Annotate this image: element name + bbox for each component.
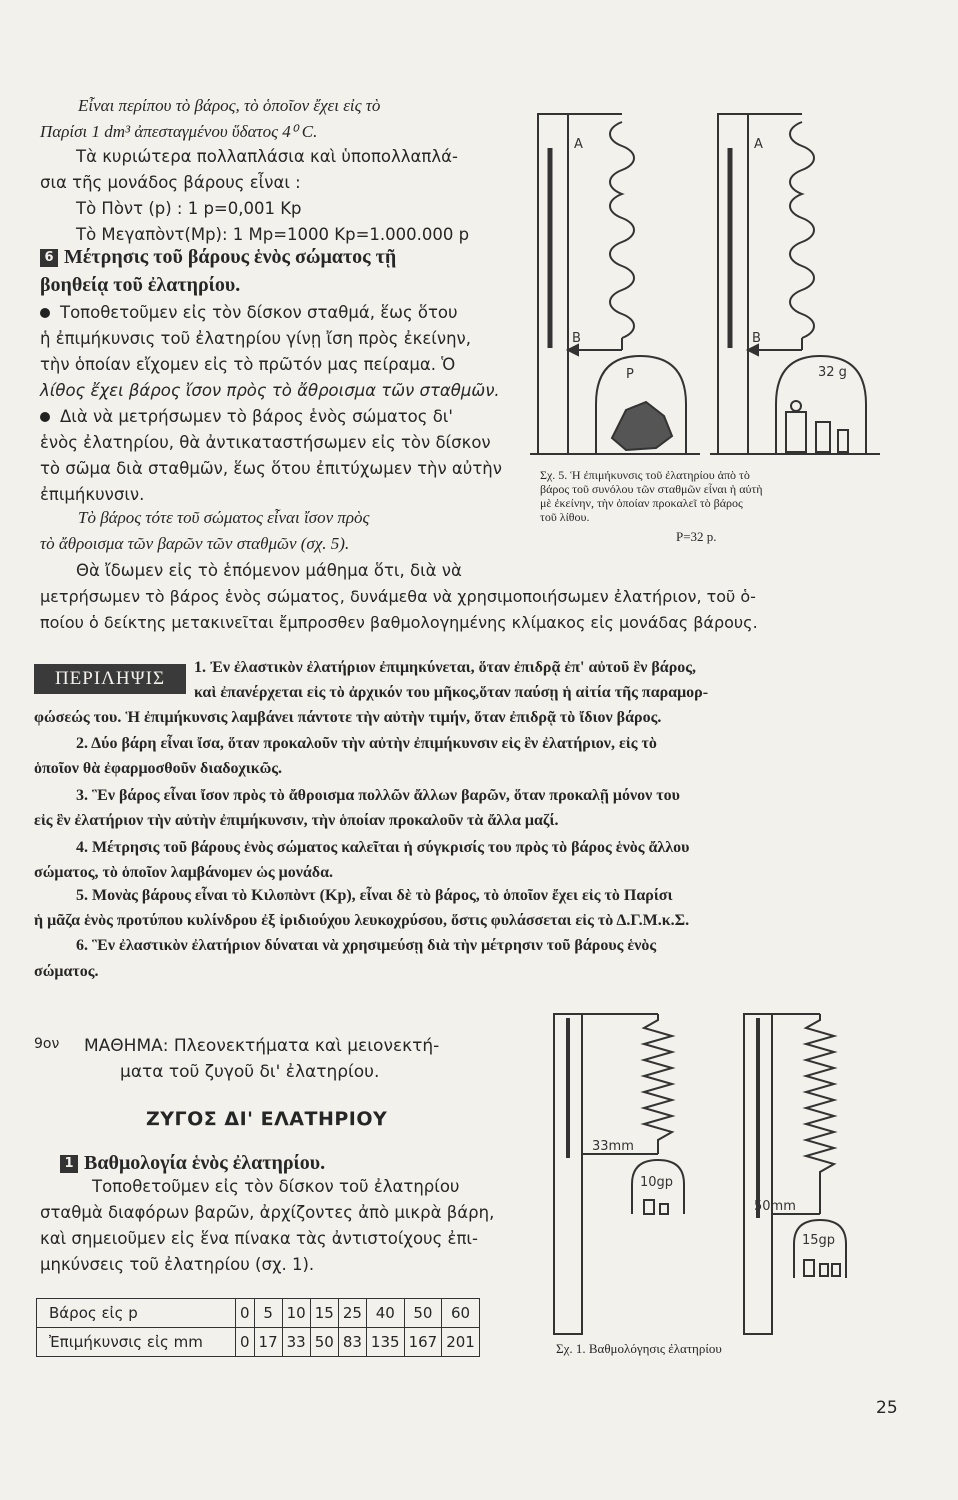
fig5-stone — [612, 402, 672, 450]
bullet-2-text: Διὰ νὰ μετρήσωμεν τὸ βάρος ἑνὸς σώματος δι' — [60, 407, 453, 426]
summary-item-2-line-1: 2. Δύο βάρη εἶναι ἴσα, ὅταν προκαλοῦν τὴν αὐτὴν ἐπιμήκυνσιν εἰς ἓν ἐλατήριον, εἰς τὸ — [76, 735, 657, 752]
fig5-label-p: P — [626, 367, 634, 382]
summary-item-1-line-2: καὶ ἐπανέρχεται εἰς τὸ ἀρχικόν του μῆκος,ὅταν παύσῃ ἡ αἰτία τῆς παραμορ- — [194, 684, 709, 701]
table-row2-label: Ἐπιμήκυνσις εἰς mm — [37, 1328, 236, 1357]
next-line-1: Θὰ ἴδωμεν εἰς τὸ ἑπόμενον μάθημα ὅτι, διὰ νὰ — [76, 561, 462, 580]
multiples-line-2: σια τῆς μονάδος βάρους εἶναι : — [40, 173, 301, 192]
fig1-label-10gp: 10gp — [640, 1175, 674, 1190]
lesson-9-number: 9ον — [34, 1036, 60, 1052]
fig1-left-weight-1 — [644, 1200, 654, 1214]
multiples-line-1: Τὰ κυριώτερα πολλαπλάσια καὶ ὑποπολλαπλά- — [76, 147, 458, 166]
next-line-2: μετρήσωμεν τὸ βάρος ἑνὸς σώματος, δυνάμεθα νὰ χρησιμοποιήσωμεν ἐλατήριον, τοῦ ὁ- — [40, 587, 756, 606]
summary-item-6-line-2: σώματος. — [34, 963, 99, 980]
page-number: 25 — [876, 1398, 898, 1418]
fig1-right-weight-2 — [820, 1264, 828, 1276]
table-cell: 60 — [442, 1299, 480, 1328]
bullet-1-line-3: τὴν ὁποίαν εἴχομεν εἰς τὸ πρῶτόν μας πείραμα. Ὁ — [40, 355, 456, 374]
table-cell: 83 — [338, 1328, 366, 1357]
fig5-label-a-left: A — [574, 137, 583, 152]
fig1-right-spring — [806, 1014, 834, 1214]
section-1-title — [60, 1152, 325, 1175]
fig5-right-scale — [710, 114, 880, 454]
bullet-1-line-4: λίθος ἔχει βάρος ἴσον πρὸς τὸ ἄθροισμα τῶν σταθμῶν. — [40, 381, 500, 400]
lesson-text-line-1: Τοποθετοῦμεν εἰς τὸν δίσκον τοῦ ἐλατηρίου — [92, 1177, 460, 1196]
fig5-weight-knob — [791, 401, 801, 411]
calibration-table — [36, 1298, 480, 1357]
summary-item-1-line-1: 1. Ἐν ἐλαστικὸν ἐλατήριον ἐπιμηκύνεται, ὅταν ἐπιδρᾷ ἐπ' αὐτοῦ ἓν βάρος, — [194, 659, 697, 676]
section-1-badge: 1 — [60, 1155, 78, 1173]
lesson-9-heading: ΖΥΓΟΣ ΔΙ' ΕΛΑΤΗΡΙΟΥ — [146, 1108, 388, 1130]
fig5-label-b-right: B — [752, 331, 761, 346]
megapond-definition: Τὸ Μεγαπὸντ(Mp): 1 Mp=1000 Kp=1.000.000 p — [76, 225, 470, 244]
table-cell: 50 — [310, 1328, 338, 1357]
rule-line-2: τὸ ἄθροισμα τῶν βαρῶν τῶν σταθμῶν (σχ. 5). — [40, 534, 350, 553]
fig5-right-spring — [790, 122, 814, 338]
next-line-3: ποίου ὁ δείκτης μετακινεῖται ἔμπροσθεν βαθμολογημένης κλίμακος εἰς μονάδας βάρους. — [40, 613, 758, 632]
lesson-text-line-3: καὶ σημειοῦμεν εἰς ἕνα πίνακα τὰς ἀντιστοίχους ἐπι- — [40, 1229, 478, 1248]
fig1-right-weight-1 — [804, 1260, 814, 1276]
figure-1 — [548, 1008, 898, 1336]
fig5-left-scale — [530, 114, 700, 454]
table-row-extensions — [37, 1328, 480, 1357]
bullet-2-line-4: ἐπιμήκυνσιν. — [40, 485, 145, 504]
section-6-title-line-1: Μέτρησις τοῦ βάρους ἑνὸς σώματος τῇ — [64, 246, 397, 268]
fig5-formula: P=32 p. — [676, 529, 717, 544]
table-cell: 0 — [236, 1328, 255, 1357]
fig5-label-weight: 32 g — [818, 365, 847, 380]
fig5-weight-medium — [816, 422, 830, 452]
table-cell: 167 — [404, 1328, 442, 1357]
lesson-text-line-4: μηκύνσεις τοῦ ἐλατηρίου (σχ. 1). — [40, 1255, 315, 1274]
fig5-left-spring — [610, 122, 634, 338]
table-cell: 0 — [236, 1299, 255, 1328]
bullet-1-text: Τοποθετοῦμεν εἰς τὸν δίσκον σταθμά, ἕως ὅτου — [60, 303, 458, 322]
summary-item-3-line-1: 3. Ἓν βάρος εἶναι ἴσον πρὸς τὸ ἄθροισμα πολλῶν ἄλλων βαρῶν, ὅταν προκαλῇ μόνον του — [76, 787, 680, 804]
fig5-weight-small — [838, 430, 848, 452]
fig1-right-weight-3 — [832, 1264, 840, 1276]
fig1-label-15gp: 15gp — [802, 1233, 836, 1248]
fig5-caption-line-1: Σχ. 5. Ἡ ἐπιμήκυνσις τοῦ ἐλατηρίου ἀπὸ τὸ — [540, 468, 750, 482]
fig5-caption-line-4: τοῦ λίθου. — [540, 510, 590, 524]
fig5-left-arrow — [568, 345, 578, 355]
bullet-2-line-2: ἑνὸς ἐλατηρίου, θὰ ἀντικαταστήσωμεν εἰς τὸν δίσκον — [40, 433, 491, 452]
fig1-left-spring — [644, 1014, 672, 1154]
section-6-title-line-2: βοηθείᾳ τοῦ ἐλατηρίου. — [40, 274, 241, 296]
table-cell: 15 — [310, 1299, 338, 1328]
fig5-caption-line-3: μὲ ἐκείνην, τὴν ὁποίαν προκαλεῖ τὸ βάρος — [540, 496, 743, 510]
table-cell: 135 — [366, 1328, 404, 1357]
table-cell: 5 — [254, 1299, 282, 1328]
fig5-right-ruler — [718, 114, 748, 454]
intro-line-1: Εἶναι περίπου τὸ βάρος, τὸ ὁποῖον ἔχει εἰς τὸ — [78, 96, 381, 115]
fig1-label-33mm: 33mm — [592, 1139, 634, 1154]
table-cell: 40 — [366, 1299, 404, 1328]
fig5-label-a-right: A — [754, 137, 763, 152]
lesson-text-line-2: σταθμὰ διαφόρων βαρῶν, ἀρχίζοντες ἀπὸ μικρὰ βάρη, — [40, 1203, 495, 1222]
intro-line-2: Παρίσι 1 dm³ ἀπεσταγμένου ὕδατος 4⁰ C. — [40, 122, 318, 141]
summary-badge: ΠΕΡΙΛΗΨΙΣ — [34, 664, 186, 694]
table-cell: 33 — [282, 1328, 310, 1357]
lesson-9-title-line-2: ματα τοῦ ζυγοῦ δι' ἐλατηρίου. — [120, 1062, 380, 1082]
bullet-icon — [40, 308, 50, 318]
pond-definition: Τὸ Πὸντ (p) : 1 p=0,001 Kp — [76, 199, 302, 218]
table-row-weights — [37, 1299, 480, 1328]
bullet-1-line-1 — [40, 300, 458, 326]
summary-item-1-line-3: φώσεώς του. Ἡ ἐπιμήκυνσις λαμβάνει πάντοτε τὴν αὐτὴν τιμήν, ὅταν ἐπιδρᾷ τὸ ἴδιον βάρος. — [34, 709, 662, 726]
fig1-label-50mm: 50mm — [754, 1199, 796, 1214]
summary-item-5-line-2: ἡ μᾶζα ἑνὸς προτύπου κυλίνδρου ἐξ ἰριδιούχου λευκοχρύσου, ὅστις φυλάσσεται εἰς τὸ Δ.Γ.Μ.κ.Σ. — [34, 912, 690, 929]
fig5-caption-line-2: βάρος τοῦ συνόλου τῶν σταθμῶν εἶναι ἡ αὐτὴ — [540, 482, 763, 496]
table-cell: 17 — [254, 1328, 282, 1357]
fig5-label-b-left: B — [572, 331, 581, 346]
rule-line-1: Τὸ βάρος τότε τοῦ σώματος εἶναι ἴσον πρὸς — [78, 508, 370, 527]
fig1-caption: Σχ. 1. Βαθμολόγησις ἐλατηρίου — [556, 1341, 722, 1356]
lesson-9-title-line-1: ΜΑΘΗΜΑ: Πλεονεκτήματα καὶ μειονεκτή- — [84, 1036, 440, 1056]
bullet-icon — [40, 412, 50, 422]
summary-item-4-line-1: 4. Μέτρησις τοῦ βάρους ἑνὸς σώματος καλεῖται ἡ σύγκρισίς του πρὸς τὸ βάρος ἑνὸς ἄλλου — [76, 839, 690, 856]
bullet-2-line-3: τὸ σῶμα διὰ σταθμῶν, ἕως ὅτου ἐπιτύχωμεν τὴν αὐτὴν — [40, 459, 502, 478]
table-cell: 201 — [442, 1328, 480, 1357]
fig5-left-ruler — [538, 114, 568, 454]
summary-item-5-line-1: 5. Μονὰς βάρους εἶναι τὸ Κιλοπὸντ (Kp), εἶναι δὲ τὸ βάρος, τὸ ὁποῖον ἔχει εἰς τὸ Παρίσι — [76, 887, 673, 904]
table-cell: 50 — [404, 1299, 442, 1328]
summary-item-6-line-1: 6. Ἓν ἐλαστικὸν ἐλατήριον δύναται νὰ χρησιμεύσῃ διὰ τὴν μέτρησιν τοῦ βάρους ἑνὸς — [76, 937, 657, 954]
figure-5 — [530, 108, 890, 460]
summary-item-3-line-2: εἰς ἓν ἐλατήριον τὴν αὐτὴν ἐπιμήκυνσιν, τὴν ὁποίαν προκαλοῦν τὰ ἄλλα μαζί. — [34, 812, 559, 829]
fig5-right-arrow — [748, 345, 758, 355]
summary-item-4-line-2: σώματος, τὸ ὁποῖον λαμβάνομεν ὡς μονάδα. — [34, 864, 334, 881]
section-1-title-text: Βαθμολογία ἑνὸς ἐλατηρίου. — [84, 1152, 326, 1174]
bullet-1-line-2: ἡ ἐπιμήκυνσις τοῦ ἐλατηρίου γίνῃ ἴση πρὸς ἐκείνην, — [40, 329, 471, 348]
section-6-title — [40, 246, 396, 269]
fig5-weight-large — [786, 412, 806, 452]
table-cell: 10 — [282, 1299, 310, 1328]
section-6-badge: 6 — [40, 249, 58, 267]
summary-item-2-line-2: ὁποῖον θὰ ἐφαρμοσθοῦν διαδοχικῶς. — [34, 760, 283, 777]
fig5-caption — [540, 468, 890, 524]
fig1-left-weight-2 — [660, 1204, 668, 1214]
bullet-2-line-1 — [40, 404, 453, 430]
table-row1-label: Βάρος εἰς p — [37, 1299, 236, 1328]
table-cell: 25 — [338, 1299, 366, 1328]
